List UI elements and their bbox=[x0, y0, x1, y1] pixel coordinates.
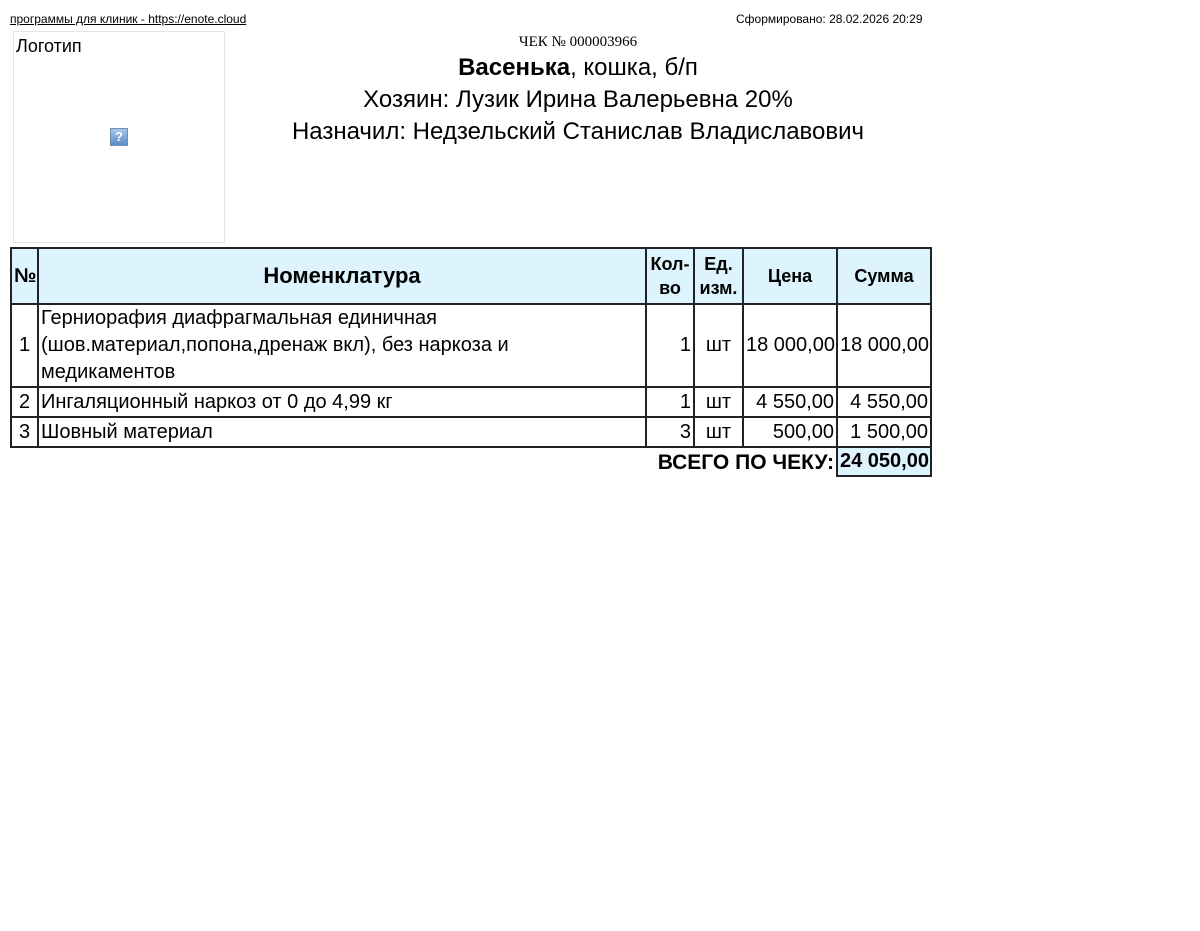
pet-details: , кошка, б/п bbox=[570, 54, 698, 81]
table-row bbox=[11, 387, 931, 417]
broken-image-icon: ? bbox=[110, 128, 128, 146]
total-value: 24 050,00 bbox=[837, 447, 931, 476]
row-unit: шт bbox=[694, 417, 743, 447]
row-sum: 1 500,00 bbox=[837, 417, 931, 447]
row-price: 4 550,00 bbox=[743, 387, 837, 417]
enote-link[interactable]: программы для клиник - https://enote.cloud bbox=[10, 12, 247, 26]
col-header-qty-line2: во bbox=[659, 278, 681, 298]
row-num: 1 bbox=[11, 304, 38, 387]
row-num: 3 bbox=[11, 417, 38, 447]
logo-label: Логотип bbox=[16, 36, 82, 56]
doctor-line: Назначил: Недзельский Станислав Владиславович bbox=[291, 118, 865, 145]
receipt-header bbox=[226, 32, 930, 148]
row-sum: 4 550,00 bbox=[837, 387, 931, 417]
total-label: ВСЕГО ПО ЧЕКУ: bbox=[657, 450, 834, 474]
row-sum: 18 000,00 bbox=[837, 304, 931, 387]
table-row bbox=[11, 304, 931, 387]
col-header-qty-line1: Кол- bbox=[650, 254, 690, 274]
row-qty: 3 bbox=[646, 417, 694, 447]
row-qty: 1 bbox=[646, 304, 694, 387]
pet-name: Васенька bbox=[458, 54, 571, 81]
owner-line: Хозяин: Лузик Ирина Валерьевна 20% bbox=[363, 86, 793, 113]
row-qty: 1 bbox=[646, 387, 694, 417]
row-unit: шт bbox=[694, 304, 743, 387]
table-header-row bbox=[11, 248, 931, 304]
total-row bbox=[11, 447, 931, 476]
col-header-unit-line1: Ед. bbox=[704, 254, 733, 274]
row-name: Герниорафия диафрагмальная единичная (шов.материал,попона,дренаж вкл), без наркоза и медикаментов bbox=[38, 304, 646, 387]
col-header-name: Номенклатура bbox=[38, 248, 646, 304]
check-number: ЧЕК № 000003966 bbox=[518, 34, 638, 50]
row-name: Ингаляционный наркоз от 0 до 4,99 кг bbox=[38, 387, 646, 417]
col-header-qty bbox=[646, 248, 694, 304]
col-header-num: № bbox=[11, 248, 38, 304]
col-header-unit bbox=[694, 248, 743, 304]
col-header-unit-line2: изм. bbox=[699, 278, 738, 298]
row-price: 18 000,00 bbox=[743, 304, 837, 387]
col-header-price: Цена bbox=[743, 248, 837, 304]
row-name: Шовный материал bbox=[38, 417, 646, 447]
items-table bbox=[10, 247, 932, 477]
logo-placeholder bbox=[13, 31, 225, 243]
row-num: 2 bbox=[11, 387, 38, 417]
generated-timestamp: Сформировано: 28.02.2026 20:29 bbox=[736, 12, 923, 26]
pet-line bbox=[226, 52, 930, 84]
table-row bbox=[11, 417, 931, 447]
col-header-sum: Сумма bbox=[837, 248, 931, 304]
row-unit: шт bbox=[694, 387, 743, 417]
row-price: 500,00 bbox=[743, 417, 837, 447]
